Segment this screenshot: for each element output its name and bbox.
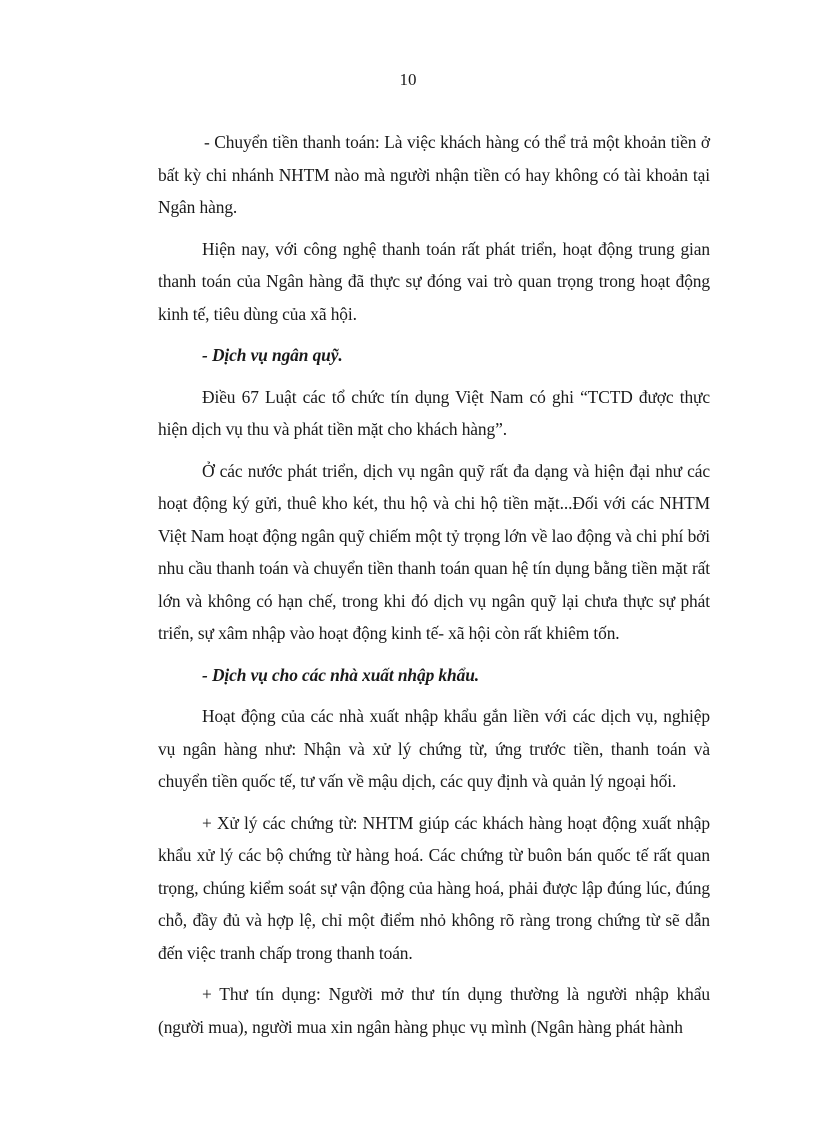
paragraph-xu-ly-chung-tu: + Xử lý các chứng từ: NHTM giúp các khách hàng hoạt động xuất nhập khẩu xử lý các bộ chứng từ hàng hoá. Các chứng từ buôn bán quốc tế rất quan trọng, chúng kiểm soát sự vận động của hàng hoá, phải được lập đúng lúc, đúng chỗ, đầy đủ và hợp lệ, chỉ một điểm nhỏ không rõ ràng trong chứng từ sẽ dẫn đến việc tranh chấp trong thanh toán. bbox=[158, 812, 710, 963]
section-heading-ngan-quy: - Dịch vụ ngân quỹ. bbox=[202, 345, 343, 365]
page-number: 10 bbox=[399, 70, 417, 89]
paragraph-dieu-67: Điều 67 Luật các tổ chức tín dụng Việt Nam có ghi “TCTD được thực hiện dịch vụ thu và phát tiền mặt cho khách hàng”. bbox=[158, 386, 710, 439]
paragraph-hien-nay: Hiện nay, với công nghệ thanh toán rất phát triển, hoạt động trung gian thanh toán của Ngân hàng đã thực sự đóng vai trò quan trọng trong hoạt động kinh tế, tiêu dùng của xã hội. bbox=[158, 238, 710, 324]
paragraph-hoat-dong-xnk: Hoạt động của các nhà xuất nhập khẩu gắn liền với các dịch vụ, nghiệp vụ ngân hàng như: Nhận và xử lý chứng từ, ứng trước tiền, thanh toán và chuyển tiền quốc tế, tư vấn về mậu dịch, các quy định và quản lý ngoại hối. bbox=[158, 706, 710, 791]
paragraph-chuyen-tien: - Chuyển tiền thanh toán: Là việc khách hàng có thể trả một khoản tiền ở bất kỳ chi nhánh NHTM nào mà người nhận tiền có hay không có tài khoản tại Ngân hàng. bbox=[158, 132, 710, 217]
paragraph-nuoc-phat-trien: Ở các nước phát triển, dịch vụ ngân quỹ rất đa dạng và hiện đại như các hoạt động ký gửi, thuê kho két, thu hộ và chi hộ tiền mặt...Đối với các NHTM Việt Nam hoạt động ngân quỹ chiếm một tỷ trọng lớn về lao động và chi phí bởi nhu cầu thanh toán và chuyển tiền thanh toán quan hệ tín dụng bằng tiền mặt rất lớn và không có hạn chế, trong khi đó dịch vụ ngân quỹ lại chưa thực sự phát triển, sự xâm nhập vào hoạt động kinh tế- xã hội còn rất khiêm tốn. bbox=[158, 460, 710, 643]
paragraph-thu-tin-dung: + Thư tín dụng: Người mở thư tín dụng thường là người nhập khẩu (người mua), người mua xin ngân hàng phục vụ mình (Ngân hàng phát hành bbox=[158, 984, 710, 1037]
document-body bbox=[158, 126, 710, 1043]
section-heading-xuat-nhap-khau: - Dịch vụ cho các nhà xuất nhập khẩu. bbox=[202, 664, 480, 685]
